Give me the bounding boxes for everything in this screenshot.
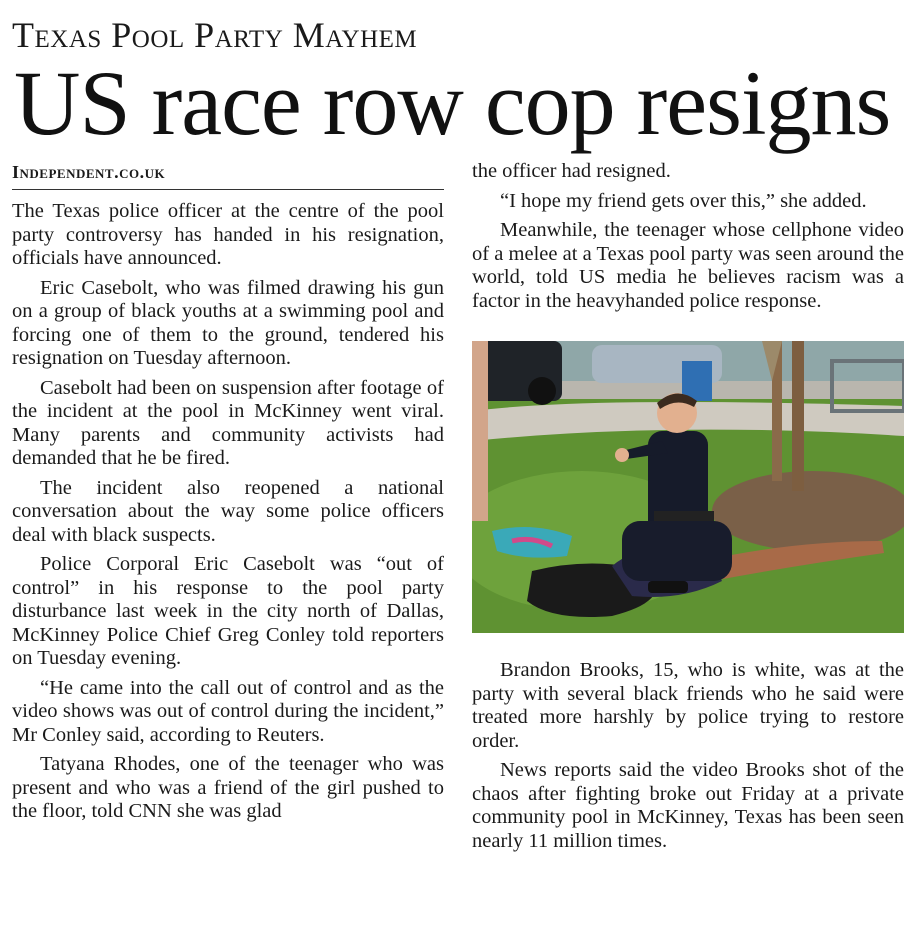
paragraph: Tatyana Rhodes, one of the teenager who was present and who was a friend of the girl pushed to the floor, told CNN she was glad (12, 753, 444, 822)
paragraph: Meanwhile, the teenager whose cellphone video of a melee at a Texas pool party was seen around the world, told US media he believes racism was a factor in the heavyhanded police response. (472, 219, 904, 312)
article-headline: US race row cop resigns (14, 52, 891, 154)
paragraph: “I hope my friend gets over this,” she added. (500, 189, 867, 212)
right-body-text-bottom (472, 659, 904, 853)
paragraph: The Texas police officer at the centre of the pool party controversy has handed in his resignation, officials have announced. (12, 200, 444, 269)
left-body-text (12, 200, 444, 824)
paragraph: News reports said the video Brooks shot of the chaos after fighting broke out Friday at a private community pool in McKinney, Texas has been seen nearly 11 million times. (472, 759, 904, 852)
article-kicker: Texas Pool Party Mayhem (12, 15, 418, 55)
police-incident-photo-illustration (472, 341, 904, 633)
paragraph: Police Corporal Eric Casebolt was “out of control” in his response to the pool party disturbance last week in the city north of Dallas, McKinney Police Chief Greg Conley told reporters on Tuesday evening. (12, 553, 444, 669)
right-column (472, 160, 904, 859)
paragraph: Eric Casebolt, who was filmed drawing his gun on a group of black youths at a swimming pool and forcing one of them to the ground, tendered his resignation on Tuesday afternoon. (12, 276, 444, 369)
paragraph: Casebolt had been on suspension after footage of the incident at the pool in McKinney went viral. Many parents and community activists had demanded that he be fired. (12, 376, 444, 469)
paragraph: “He came into the call out of control and as the video shows was out of control during the incident,” Mr Conley said, according to Reuters. (12, 676, 444, 746)
paragraph: the officer had resigned. (472, 160, 671, 182)
news-photo (472, 341, 904, 633)
article-source: Independent.co.uk (12, 162, 444, 190)
paragraph: The incident also reopened a national conversation about the way some police officers deal with black suspects. (12, 476, 444, 546)
left-column (12, 162, 444, 830)
paragraph: Brandon Brooks, 15, who is white, was at the party with several black friends who he said were treated more harshly by police trying to restore order. (472, 659, 904, 752)
right-body-text-top (472, 160, 904, 313)
